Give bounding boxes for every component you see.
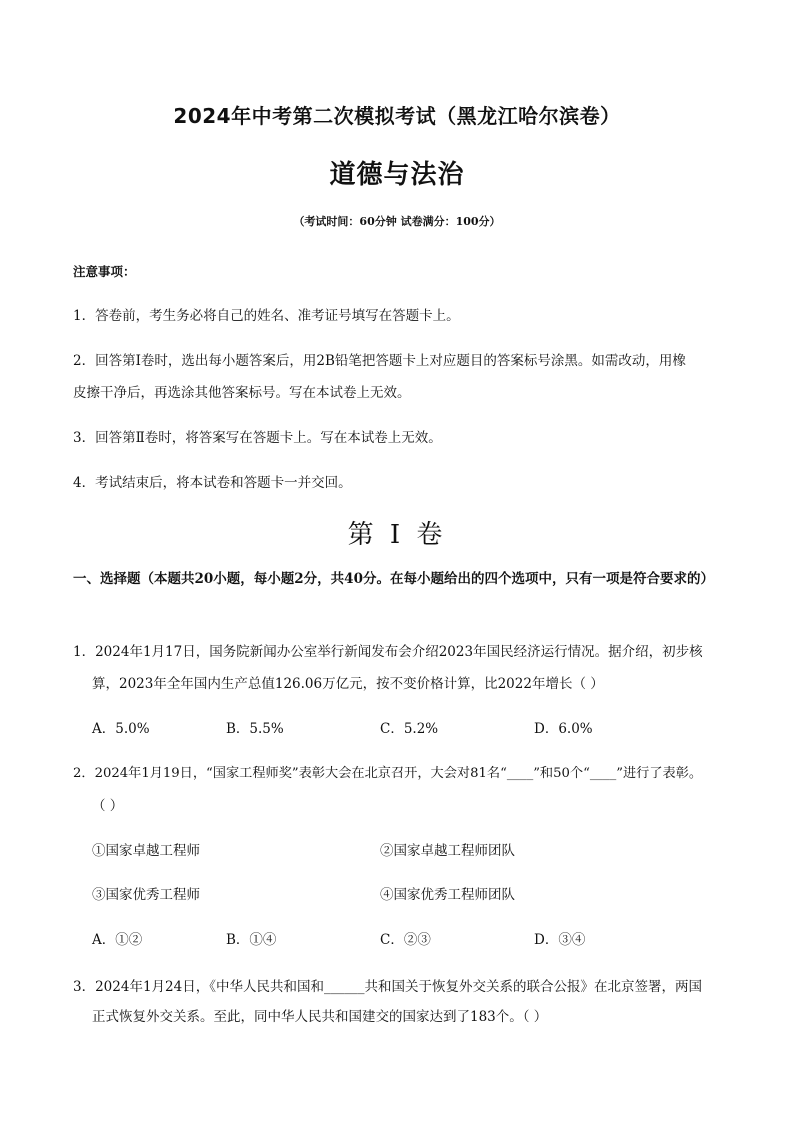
section-title: 第 I 卷 bbox=[347, 520, 447, 550]
question-2-option-b: B．①④ bbox=[226, 932, 277, 948]
notice-item-1: 1．答卷前，考生务必将自己的姓名、准考证号填写在答题卡上。 bbox=[73, 308, 460, 324]
question-1-line-2: 算，2023年全年国内生产总值126.06万亿元，按不变价格计算，比2022年增长（ ） bbox=[92, 676, 604, 692]
question-2-option-d: D．③④ bbox=[534, 932, 586, 948]
question-2-option-a: A．①② bbox=[92, 932, 143, 948]
exam-title: 2024年中考第二次模拟考试（黑龙江哈尔滨卷） bbox=[173, 104, 621, 128]
subject-title: 道德与法治 bbox=[329, 160, 465, 190]
question-3-line-1: 3．2024年1月24日，《中华人民共和国和______共和国关于恢复外交关系的联合公报》在北京签署，两国 bbox=[73, 979, 702, 995]
question-1-option-d: D．6.0% bbox=[534, 721, 593, 737]
question-1-option-b: B．5.5% bbox=[226, 721, 284, 737]
notice-heading: 注意事项： bbox=[73, 264, 136, 279]
notice-item-2-line-2: 皮擦干净后，再选涂其他答案标号。写在本试卷上无效。 bbox=[73, 385, 411, 401]
question-2-item-2: ②国家卓越工程师团队 bbox=[380, 843, 515, 859]
question-1-option-c: C．5.2% bbox=[380, 721, 439, 737]
question-1-line-1: 1．2024年1月17日，国务院新闻办公室举行新闻发布会介绍2023年国民经济运行情况。据介绍，初步核 bbox=[73, 644, 703, 660]
question-3-line-2: 正式恢复外交关系。至此，同中华人民共和国建交的国家达到了183个。（ ） bbox=[92, 1009, 548, 1025]
question-2-option-c: C．②③ bbox=[380, 932, 431, 948]
notice-item-2-line-1: 2．回答第Ⅰ卷时，选出每小题答案后，用2B铅笔把答题卡上对应题目的答案标号涂黑。如需改动，用橡 bbox=[73, 353, 686, 369]
question-2-item-1: ①国家卓越工程师 bbox=[92, 843, 200, 859]
question-2-item-3: ③国家优秀工程师 bbox=[92, 887, 200, 903]
notice-item-3: 3．回答第Ⅱ卷时，将答案写在答题卡上。写在本试卷上无效。 bbox=[73, 430, 442, 446]
question-2-line-1: 2．2024年1月19日，“国家工程师奖”表彰大会在北京召开，大会对81名“____”和50个“____”进行了表彰。 bbox=[73, 766, 703, 781]
exam-info: （考试时间：60分钟 试卷满分：100分） bbox=[293, 215, 501, 228]
section-instruction: 一、选择题（本题共20小题，每小题2分，共40分。在每小题给出的四个选项中，只有一项是符合要求的） bbox=[73, 571, 714, 587]
question-1-option-a: A．5.0% bbox=[92, 721, 150, 737]
notice-item-4: 4．考试结束后，将本试卷和答题卡一并交回。 bbox=[73, 475, 352, 491]
question-2-line-2: （ ） bbox=[92, 798, 124, 814]
question-2-item-4: ④国家优秀工程师团队 bbox=[380, 887, 515, 903]
